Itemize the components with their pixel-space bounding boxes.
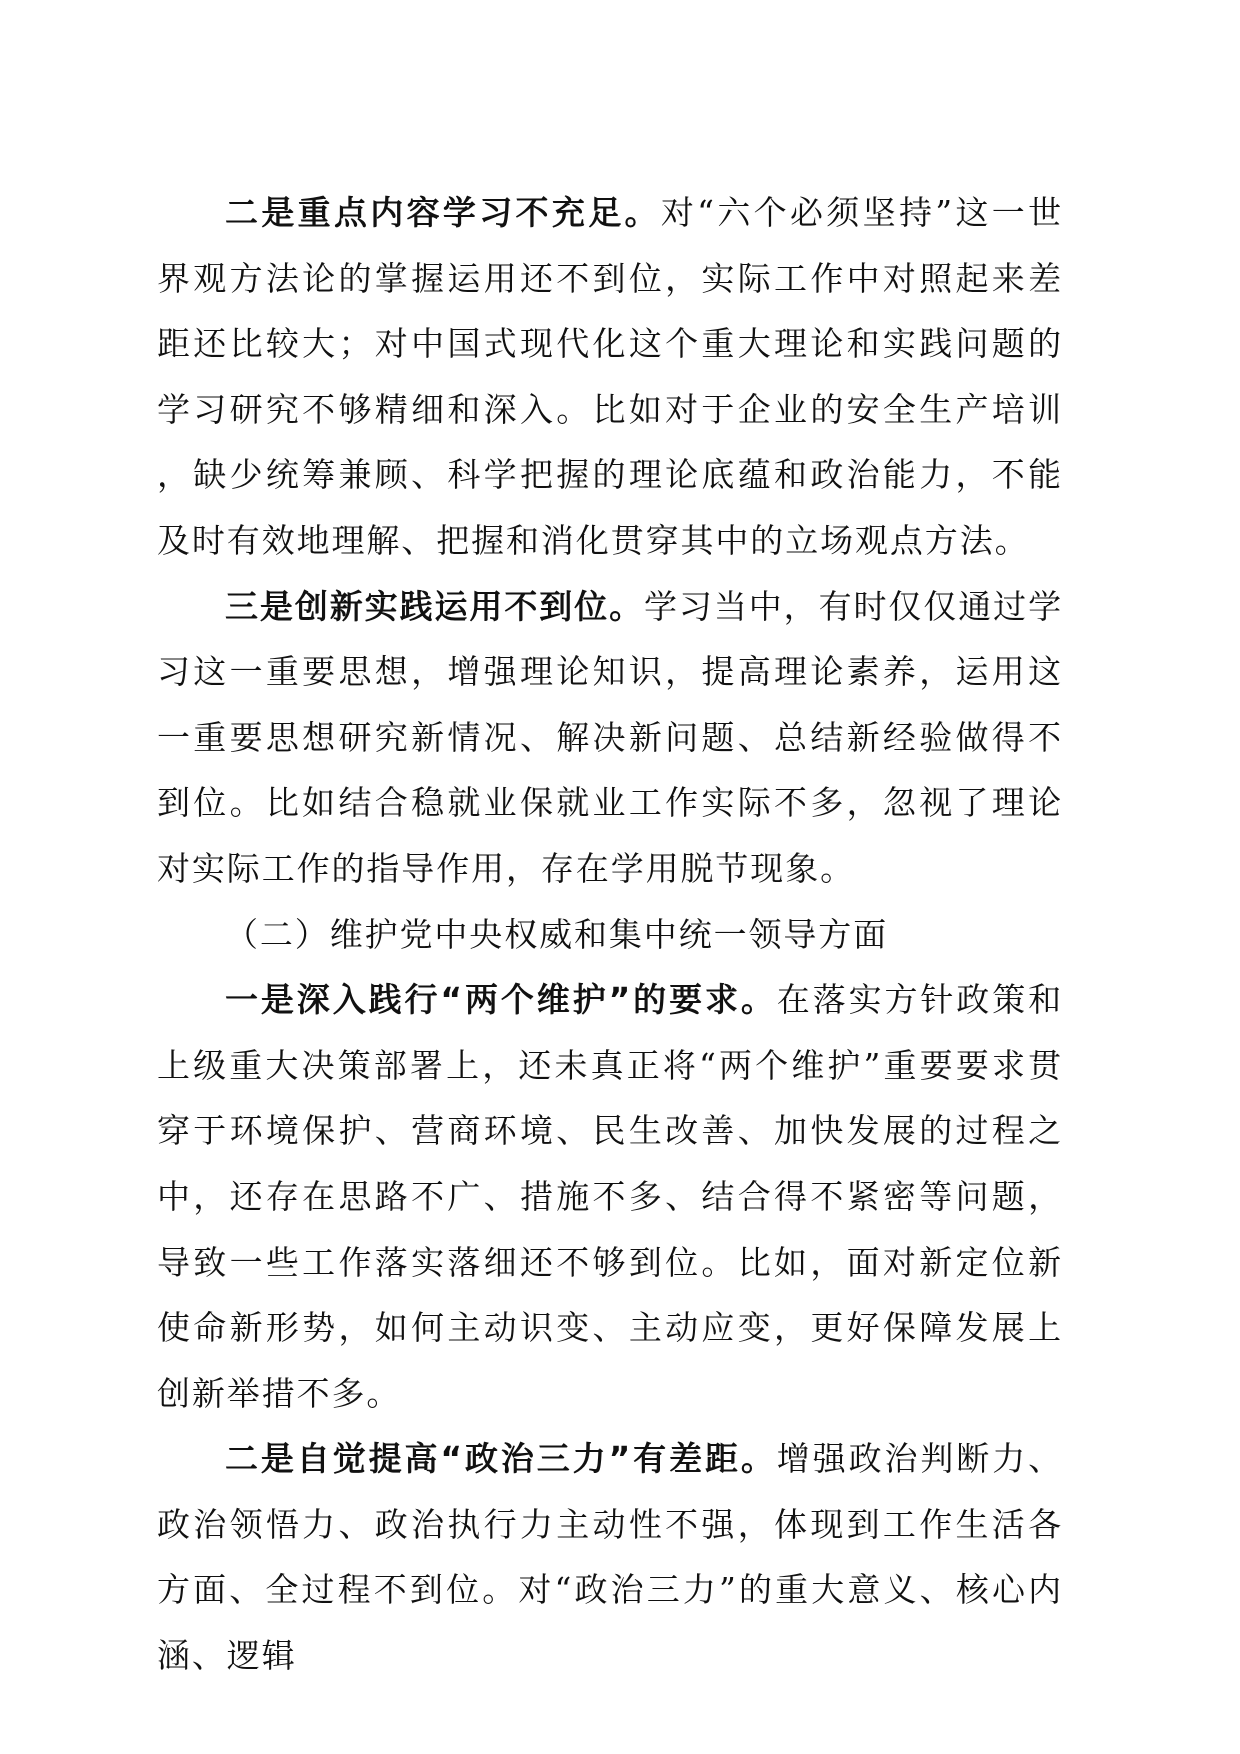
paragraph-key-content-study [157,180,1063,574]
paragraph-text: 增强政治判断力、政治领悟力、政治执行力主动性不强，体现到工作生活各方面、全过程不到位。对“政治三力”的重大意义、核心内涵、逻辑 [157,1439,1064,1676]
paragraph-political-capabilities [157,1426,1063,1688]
section-heading: （二）维护党中央权威和集中统一领导方面 [225,914,889,954]
document-body [157,180,1063,1689]
paragraph-text: 对“六个必须坚持”这一世界观方法论的掌握运用还不到位，实际工作中对照起来差距还比较大；对中国式现代化这个重大理论和实践问题的学习研究不够精细和深入。比如对于企业的安全生产培训，缺少统筹兼顾、科学把握的理论底蕴和政治能力，不能及时有效地理解、把握和消化贯穿其中的立场观点方法。 [157,193,1063,560]
paragraph-lead: 二是自觉提高“政治三力”有差距。 [225,1439,777,1479]
paragraph-lead: 三是创新实践运用不到位。 [225,586,644,626]
paragraph-two-safeguards [157,967,1063,1426]
paragraph-text: 在落实方针政策和上级重大决策部署上，还未真正将“两个维护”重要要求贯穿于环境保护、营商环境、民生改善、加快发展的过程之中，还存在思路不广、措施不多、结合得不紧密等问题，导致一些工作落实落细还不够到位。比如，面对新定位新使命新形势，如何主动识变、主动应变，更好保障发展上创新举措不多。 [157,980,1064,1413]
paragraph-innovation-practice [157,574,1063,902]
paragraph-text: 学习当中，有时仅仅通过学习这一重要思想，增强理论知识，提高理论素养，运用这一重要思想研究新情况、解决新问题、总结新经验做得不到位。比如结合稳就业保就业工作实际不多，忽视了理论对实际工作的指导作用，存在学用脱节现象。 [157,586,1063,888]
paragraph-lead: 一是深入践行“两个维护”的要求。 [225,980,777,1020]
paragraph-lead: 二是重点内容学习不充足。 [225,193,661,232]
